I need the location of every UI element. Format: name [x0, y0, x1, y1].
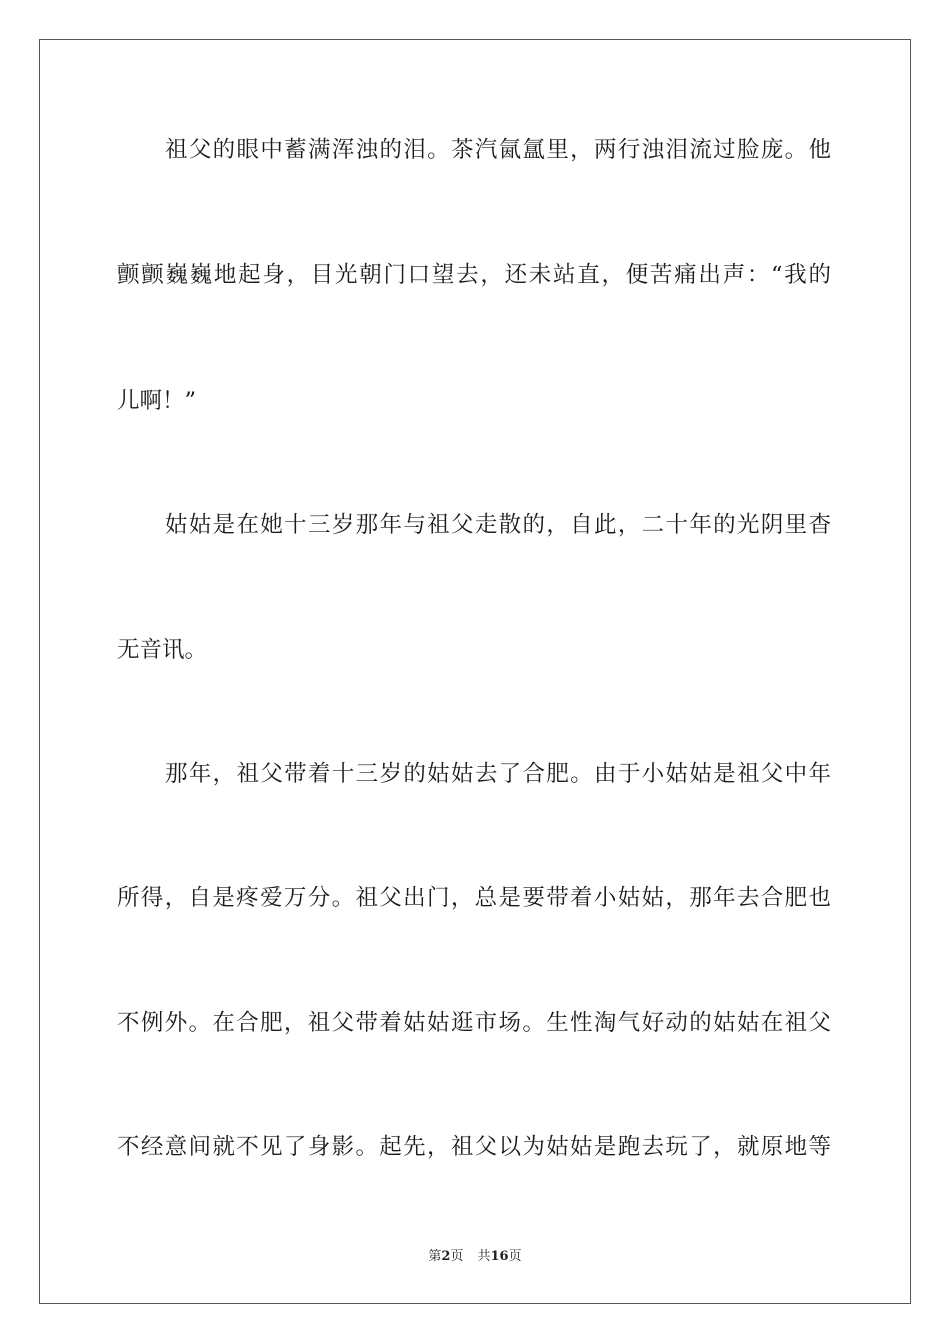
page-footer [0, 1248, 950, 1266]
paragraph-line: 不例外。在合肥，祖父带着姑姑逛市场。生性淘气好动的姑姑在祖父 [117, 1010, 831, 1036]
paragraph-line: 儿啊！” [117, 388, 197, 414]
page-label-prefix: 第 [428, 1249, 442, 1264]
total-pages: 16 [490, 1249, 509, 1264]
total-label-prefix: 共 [477, 1249, 491, 1264]
paragraph-line: 那年，祖父带着十三岁的姑姑去了合肥。由于小姑姑是祖父中年 [165, 761, 831, 787]
total-label-suffix: 页 [508, 1249, 522, 1264]
paragraph-line: 无音讯。 [117, 637, 208, 663]
paragraph-line: 姑姑是在她十三岁那年与祖父走散的，自此，二十年的光阴里杳 [165, 512, 831, 538]
paragraph-line: 颤颤巍巍地起身，目光朝门口望去，还未站直，便苦痛出声：“我的 [117, 262, 831, 288]
paragraph-line: 祖父的眼中蓄满浑浊的泪。茶汽氤氲里，两行浊泪流过脸庞。他 [165, 137, 831, 163]
paragraph-line: 不经意间就不见了身影。起先，祖父以为姑姑是跑去玩了，就原地等 [117, 1134, 831, 1160]
page-number: 2 [441, 1249, 451, 1264]
page-border [39, 39, 911, 1304]
paragraph-line: 所得，自是疼爱万分。祖父出门，总是要带着小姑姑，那年去合肥也 [117, 885, 831, 911]
page-label-suffix: 页 [450, 1249, 464, 1264]
